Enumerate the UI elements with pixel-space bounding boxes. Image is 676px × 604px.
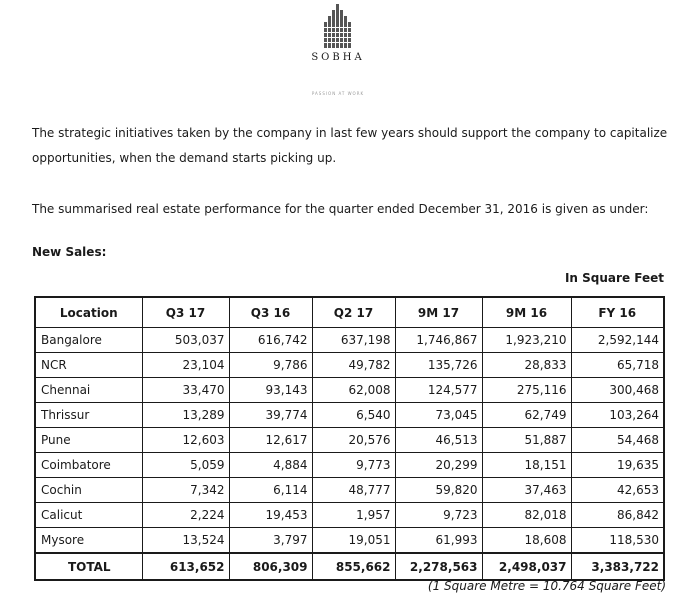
column-header: Q2 17: [312, 297, 395, 328]
value-cell: 135,726: [395, 353, 482, 378]
value-cell: 28,833: [482, 353, 571, 378]
column-header: Q3 17: [142, 297, 229, 328]
location-cell: Thrissur: [35, 403, 142, 428]
value-cell: 62,749: [482, 403, 571, 428]
total-cell: 613,652: [142, 553, 229, 580]
value-cell: 54,468: [571, 428, 664, 453]
table-row: [35, 453, 664, 478]
value-cell: 275,116: [482, 378, 571, 403]
column-header: 9M 16: [482, 297, 571, 328]
value-cell: 3,797: [229, 528, 312, 554]
value-cell: 9,786: [229, 353, 312, 378]
unit-label: In Square Feet: [564, 271, 664, 285]
sobha-logo-icon: [323, 4, 353, 48]
value-cell: 19,051: [312, 528, 395, 554]
value-cell: 18,151: [482, 453, 571, 478]
value-cell: 20,576: [312, 428, 395, 453]
brand-name: SOBHA: [311, 52, 365, 63]
location-cell: Calicut: [35, 503, 142, 528]
location-cell: Chennai: [35, 378, 142, 403]
value-cell: 1,746,867: [395, 328, 482, 353]
location-cell: Bangalore: [35, 328, 142, 353]
column-header: Location: [35, 297, 142, 328]
value-cell: 1,957: [312, 503, 395, 528]
table-row: [35, 353, 664, 378]
value-cell: 616,742: [229, 328, 312, 353]
value-cell: 503,037: [142, 328, 229, 353]
location-cell: Mysore: [35, 528, 142, 554]
value-cell: 6,540: [312, 403, 395, 428]
value-cell: 37,463: [482, 478, 571, 503]
location-cell: Cochin: [35, 478, 142, 503]
table-row: [35, 328, 664, 353]
value-cell: 7,342: [142, 478, 229, 503]
column-header: FY 16: [571, 297, 664, 328]
table-row: [35, 478, 664, 503]
value-cell: 61,993: [395, 528, 482, 554]
table-row: [35, 378, 664, 403]
value-cell: 9,773: [312, 453, 395, 478]
value-cell: 12,617: [229, 428, 312, 453]
total-cell: 855,662: [312, 553, 395, 580]
table-row: [35, 528, 664, 554]
value-cell: 33,470: [142, 378, 229, 403]
value-cell: 4,884: [229, 453, 312, 478]
value-cell: 9,723: [395, 503, 482, 528]
column-header: Q3 16: [229, 297, 312, 328]
paragraph-summary: The summarised real estate performance for the quarter ended December 31, 2016 is given as under:: [32, 202, 649, 216]
value-cell: 46,513: [395, 428, 482, 453]
company-logo: [0, 4, 676, 96]
value-cell: 6,114: [229, 478, 312, 503]
value-cell: 93,143: [229, 378, 312, 403]
value-cell: 5,059: [142, 453, 229, 478]
conversion-footnote: (1 Square Metre = 10.764 Square Feet): [427, 579, 666, 593]
total-row: [35, 553, 664, 580]
value-cell: 62,008: [312, 378, 395, 403]
value-cell: 42,653: [571, 478, 664, 503]
table-row: [35, 428, 664, 453]
value-cell: 637,198: [312, 328, 395, 353]
value-cell: 2,224: [142, 503, 229, 528]
value-cell: 86,842: [571, 503, 664, 528]
value-cell: 19,453: [229, 503, 312, 528]
new-sales-table: [34, 296, 665, 581]
total-cell: 806,309: [229, 553, 312, 580]
value-cell: 73,045: [395, 403, 482, 428]
table-row: [35, 503, 664, 528]
value-cell: 2,592,144: [571, 328, 664, 353]
table-row: [35, 403, 664, 428]
total-cell: 2,278,563: [395, 553, 482, 580]
value-cell: 20,299: [395, 453, 482, 478]
value-cell: 12,603: [142, 428, 229, 453]
table-header-row: [35, 297, 664, 328]
value-cell: 48,777: [312, 478, 395, 503]
paragraph-strategy: The strategic initiatives taken by the company in last few years should support the company to capitalize opportunities, when the demand starts picking up.: [32, 126, 668, 165]
location-cell: Coimbatore: [35, 453, 142, 478]
value-cell: 13,524: [142, 528, 229, 554]
value-cell: 18,608: [482, 528, 571, 554]
value-cell: 51,887: [482, 428, 571, 453]
value-cell: 124,577: [395, 378, 482, 403]
location-cell: Pune: [35, 428, 142, 453]
value-cell: 82,018: [482, 503, 571, 528]
value-cell: 23,104: [142, 353, 229, 378]
value-cell: 103,264: [571, 403, 664, 428]
value-cell: 59,820: [395, 478, 482, 503]
total-cell: 3,383,722: [571, 553, 664, 580]
total-cell: 2,498,037: [482, 553, 571, 580]
column-header: 9M 17: [395, 297, 482, 328]
value-cell: 49,782: [312, 353, 395, 378]
value-cell: 300,468: [571, 378, 664, 403]
section-title: New Sales:: [32, 245, 107, 259]
value-cell: 19,635: [571, 453, 664, 478]
value-cell: 118,530: [571, 528, 664, 554]
value-cell: 1,923,210: [482, 328, 571, 353]
value-cell: 65,718: [571, 353, 664, 378]
value-cell: 39,774: [229, 403, 312, 428]
value-cell: 13,289: [142, 403, 229, 428]
location-cell: NCR: [35, 353, 142, 378]
brand-tagline: PASSION AT WORK: [311, 91, 365, 96]
total-label: TOTAL: [35, 553, 142, 580]
